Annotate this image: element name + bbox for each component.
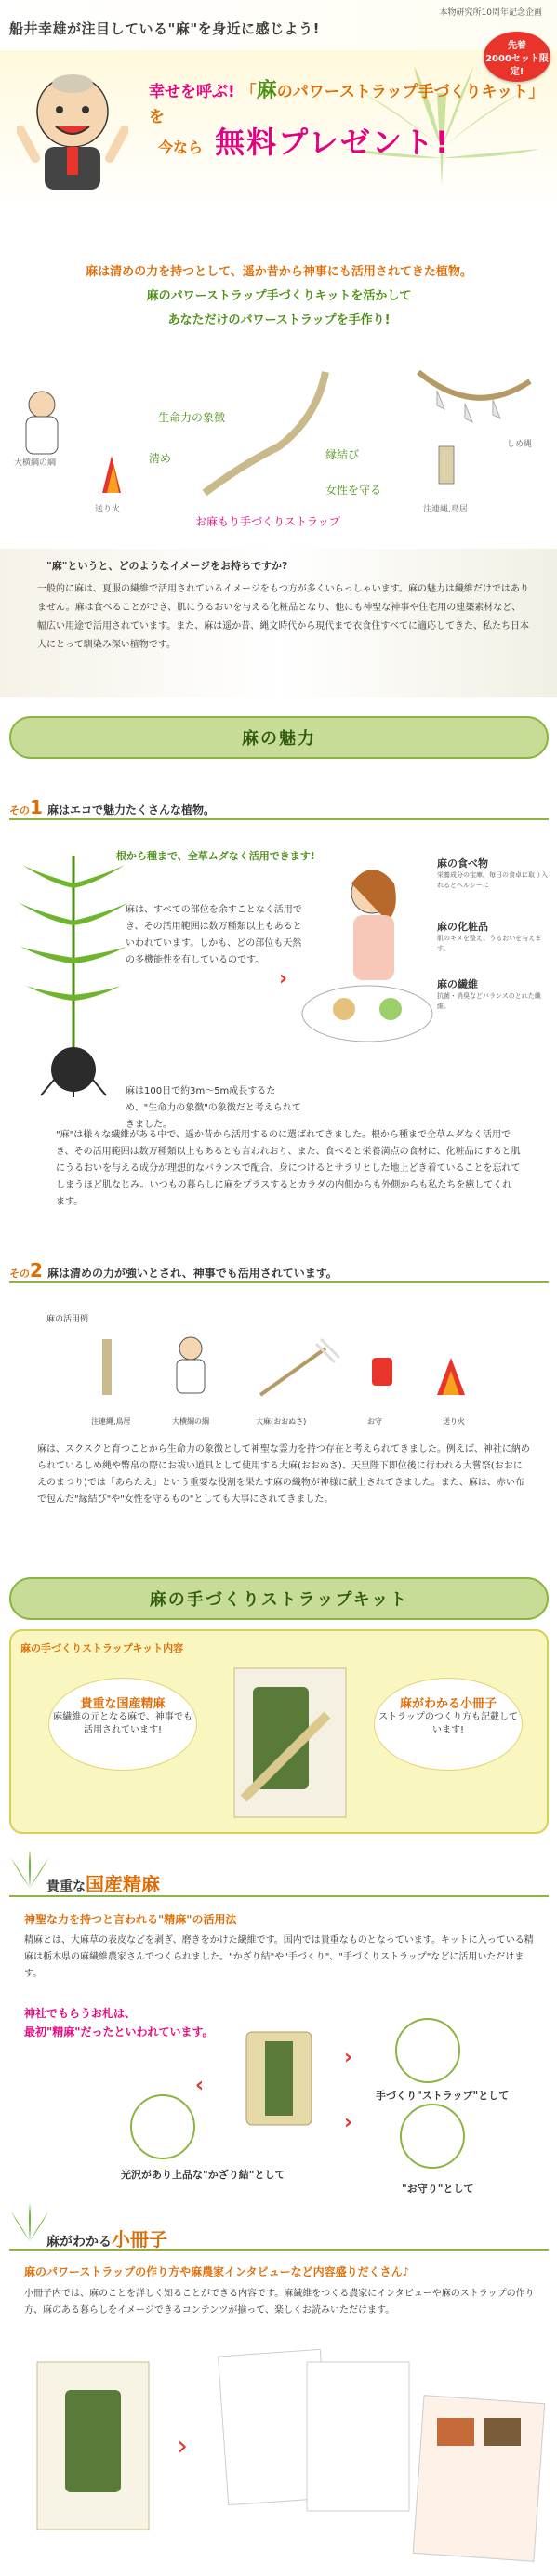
limited-badge: 先着 2000セット限定! [484,32,550,82]
leaf-title-booklet: 麻がわかる小冊子 [46,2228,167,2251]
woman-illustration [298,856,437,1079]
food-title: 麻の食べ物 [437,857,488,870]
label-purify: 清め [149,452,172,465]
example-2: 大横綱の綱 [172,1417,209,1426]
campaign-catch: 幸せを呼ぶ! 「麻のパワーストラップ手づくりキット」 を [149,79,545,126]
intro-body: 一般的に麻は、夏服の繊維で活用されているイメージをもつ方が多くいらっしゃいます。麻の魅力は繊維だけではありません。麻は食べることができ、肌にうるおいを与える化粧品となり、他にも神聖な神事や住宅用の建築素材など、幅広い用途で活用されています。また、麻は遥か昔、縄文時代から現代まで衣食住すべてに適応してきた、私たち日本人にとって馴染み深い植物です。 [37,584,529,650]
use-knot: 光沢があり上品な"かざり結"として [121,2169,285,2181]
food-desc: 栄養成分の宝庫。毎日の食卓に取り入れるとヘルシーに [437,871,548,889]
example-4: お守 [367,1417,382,1426]
arrow-right-icon: › [279,967,288,990]
subhead-eco: その1 麻はエコで魅力たくさんな植物。 [9,796,549,820]
eco-line: 根から種まで、全草ムダなく活用できます! [116,850,315,862]
section-banner-kit: 麻の手づくりストラップキット [9,1577,549,1620]
intro-lead: 麻は清めの力を持つとして、遥か昔から神事にも活用されてきた植物。 麻のパワーストラップ手づくりキットを活かして あなただけのパワーストラップを手作り! [86,265,472,327]
use-omamori: "お守り"として [402,2183,474,2195]
arrow-icon: ‹ [195,2074,205,2097]
booklet-body: 小冊子内では、麻のことを詳しく知ることができる内容です。麻繊維をつくる農家にインタビューや麻のストラップの作り方、麻のある暮らしをイメージできるコンテンツが揃って、楽しくお読みいただけます。 [24,2289,535,2316]
example-5: 送り火 [443,1417,465,1426]
label-vitality: 生命力の象徴 [158,411,226,424]
charm-text-2: 麻は100日で約3m〜5m成長するため、"生命力の象徴"の象徴だと考えられてきました。 [126,1086,301,1130]
label-en: 縁結び [325,448,360,461]
section1-body2: 麻は、スクスクと育つことから生命力の象徴として神聖な霊力を持つ存在と考えられてきました。例えば、神社に納められているしめ縄や幣帛の際にお祓い道具として使用する大麻(おおぬさ)、天皇陛下即位後に行われる大嘗祭(おおにえのまつり)では「あらたえ」という重要な役割を果たす麻の織物が神様に献上されてきました。また、麻は、赤い布で包んだ"縁結び"や"女性を守るもの"としても大事にされてきました。 [37,1444,530,1505]
charm-text-1: 麻は、すべての部位を余すことなく活用でき、その活用範囲は数万種類以上もあるといわれています。しかも、どの部位も天然の多機能性を有しているのです。 [126,905,302,965]
usage-examples-illustration [84,1330,511,1414]
label-yokozuna: 大横綱の綱 [14,458,57,468]
bubble-seima: 貴重な国産精麻 麻繊維の元となる麻で、神事でも活用されています! [48,1678,197,1771]
booklet-head: 麻のパワーストラップの作り方や麻農家インタビューなど内容盛りだくさん♪ [24,2265,410,2278]
free-present-headline: 今なら 無料プレゼント! [158,125,451,160]
hemp-plant-illustration [13,837,134,1097]
hemp-leaf-icon [9,1851,50,1897]
hemp-leaf-icon [9,2204,50,2251]
omamori-photo [400,2104,465,2169]
arrow-icon: › [344,2111,353,2134]
knot-photo [130,2094,195,2159]
page-title: 船井幸雄が注目している"麻"を身近に感じよう! [9,20,320,37]
divider [9,2249,549,2251]
leaf-title-seima: 貴重な国産精麻 [46,1873,160,1895]
org-label: 本物研究所10周年記念企画 [439,8,542,18]
label-women: 女性を守る [325,484,382,497]
seima-bundle-illustration [237,2023,321,2134]
label-okuribi: 送り火 [95,505,121,514]
cosme-title: 麻の化粧品 [437,921,488,933]
example-1: 注連縄,鳥居 [91,1417,131,1426]
intro-illustration-graphic [9,353,549,539]
kit-contents-label: 麻の手づくりストラップキット内容 [20,1642,184,1654]
fiber-title: 麻の繊維 [437,978,478,990]
arrow-icon: › [344,2046,353,2069]
examples-label: 麻の活用例 [46,1315,89,1324]
section-banner-charm: 麻の魅力 [9,716,549,759]
label-shimenawa: しめ縄 [507,440,533,449]
intro-illustrations [9,353,549,539]
booklet-pages-illustration [28,2344,549,2567]
label-torii: 注連縄,鳥居 [423,505,468,514]
fiber-desc: 抗菌・消臭などバランスのとれた繊維。 [437,992,541,1010]
kit-contents-box [9,1629,549,1834]
label-homemade: お麻もり手づくりストラップ [195,515,340,528]
example-3: 大麻(おおぬさ) [256,1417,307,1426]
strap-photo [395,2018,460,2083]
mascot-illustration [17,65,128,195]
bubble-booklet: 麻がわかる小冊子 ストラップのつくり方も記載しています! [374,1678,523,1771]
use-strap: 手づくり"ストラップ"として [376,2090,510,2102]
section1-body: "麻"は様々な繊維がある中で、遥か昔から活用するのに選ばれてきました。根から種まで全草ムダなく活用でき、その活用範囲は数万種類以上もあるとも言われおり、また、食べると栄養満点の食材に、化粧品にすると肌にうるおいを与える成分が理想的なバランスで配合、身につけるとサラリとした地上どき着ていることを忘れてしまうほど肌なじみ。いつもの暮らしに麻をプラスするとカラダの内側からも外側からも私たちを癒してくれます。 [56,1130,521,1207]
seima-body: 精麻とは、大麻草の表皮などを剥ぎ、磨きをかけた繊維です。国内では貴重なものとなっています。キットに入っている精麻は栃木県の麻繊維農家さんでつくられました。"かざり結"や"手づくり"、"手づくりストラップ"などに活用いただけます。 [24,1935,534,1979]
hemp-uses-list [437,856,549,1019]
divider [9,1895,549,1897]
svg-text:›: › [177,2430,188,2463]
seima-head: 神聖な力を持つと言われる"精麻"の活用法 [24,1913,237,1926]
kit-package-illustration [225,1659,355,1826]
intro-question: "麻"というと、どのようなイメージをお持ちですか? [46,560,288,572]
cosme-desc: 肌のキメを整え、うるおいを与えます。 [437,935,542,952]
subhead-purify: その2 麻は清めの力が強いとされ、神事でも活用されています。 [9,1259,549,1283]
shrine-note: 神社でもらうお札は、 最初"精麻"だったといわれています。 [24,2007,214,2038]
